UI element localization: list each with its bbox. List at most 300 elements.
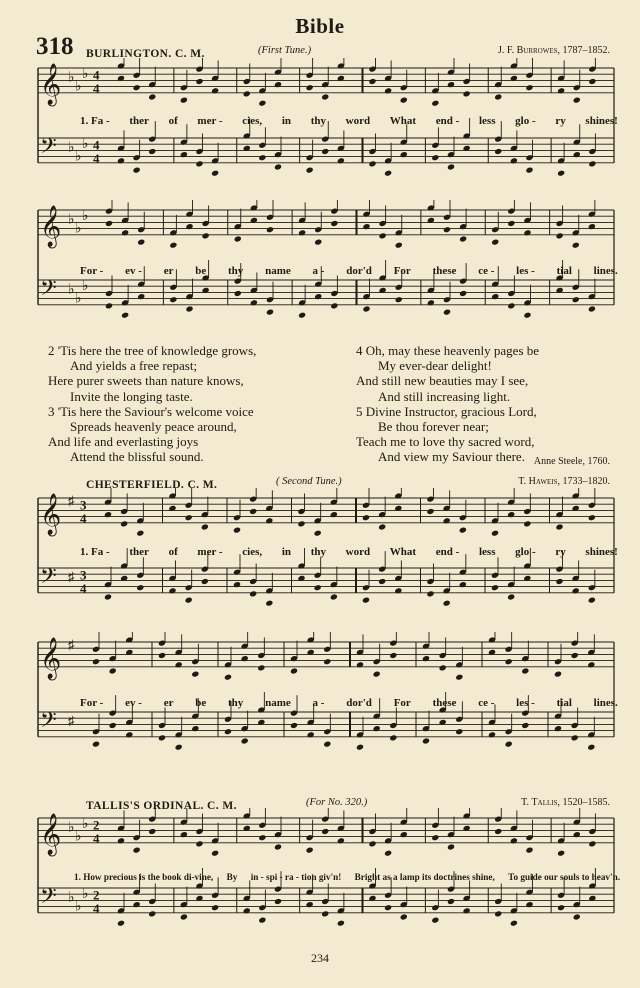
note-head xyxy=(233,527,241,534)
note-head xyxy=(233,581,241,588)
note-head xyxy=(494,148,502,155)
note-head xyxy=(557,170,565,177)
note-head xyxy=(234,290,242,297)
verses-left xyxy=(48,343,256,465)
tune-name: CHESTERFIELD. C. M. xyxy=(86,479,218,491)
sharp-icon: ♯ xyxy=(68,569,75,585)
note-head xyxy=(250,217,258,224)
note-head xyxy=(185,223,193,230)
note-head xyxy=(243,825,251,832)
sharp-icon: ♯ xyxy=(68,636,75,652)
note-head xyxy=(109,667,117,674)
note-head xyxy=(572,505,580,512)
composer-credit: T. Haweis, 1733–1820. xyxy=(518,476,610,487)
time-signature: 4 xyxy=(93,80,100,96)
note-head xyxy=(572,242,580,249)
note-head xyxy=(431,834,439,841)
note-head xyxy=(265,517,273,524)
verse-line: And life and everlasting joys xyxy=(48,434,199,450)
note-head xyxy=(148,828,156,835)
note-head xyxy=(337,920,345,927)
note-head xyxy=(494,828,502,835)
lyric-syllable: in - spi - ra - tion giv'n! xyxy=(250,872,342,882)
note-head xyxy=(180,913,188,920)
note-head xyxy=(525,167,533,174)
note-head xyxy=(180,151,188,158)
note-head xyxy=(290,722,298,729)
note-head xyxy=(400,151,408,158)
note-head xyxy=(195,840,203,847)
note-head xyxy=(137,293,145,300)
lyric-syllable: les - xyxy=(516,697,535,709)
tune-note: (For No. 320.) xyxy=(306,797,368,808)
note-head xyxy=(258,834,266,841)
note-head xyxy=(400,97,408,104)
note-head xyxy=(439,664,447,671)
note-head xyxy=(266,226,274,233)
note-head xyxy=(447,81,455,88)
page-number: 234 xyxy=(311,951,329,965)
note-head xyxy=(494,93,502,100)
note-head xyxy=(306,901,314,908)
note-head xyxy=(250,299,258,306)
lyric-syllable: a - xyxy=(312,265,325,277)
flat-icon: ♭ xyxy=(75,79,82,95)
lyric-syllable: these xyxy=(432,265,457,277)
tune-note: ( Second Tune.) xyxy=(276,476,342,487)
time-signature: 2 xyxy=(93,887,100,903)
note-head xyxy=(274,163,282,170)
note-head xyxy=(362,305,370,312)
lyric-syllable: glo - xyxy=(515,115,536,127)
note-head xyxy=(384,904,392,911)
verse-line: And still new beauties may I see, xyxy=(356,373,529,389)
bass-clef-icon: 𝄢 xyxy=(40,134,57,164)
note-head xyxy=(439,719,447,726)
note-head xyxy=(133,167,141,174)
lyric-syllable: word xyxy=(345,546,371,558)
note-head xyxy=(202,287,210,294)
time-signature: 4 xyxy=(93,150,100,166)
sharp-icon: ♯ xyxy=(68,492,75,508)
flat-icon: ♭ xyxy=(75,899,82,915)
note-head xyxy=(297,575,305,582)
note-head xyxy=(307,731,315,738)
lyric-syllable: mer - xyxy=(197,115,223,127)
note-head xyxy=(588,597,596,604)
note-head xyxy=(314,239,322,246)
verse-line: 5 Divine Instructor, gracious Lord, xyxy=(356,403,537,419)
note-head xyxy=(290,667,298,674)
lyric-syllable: er xyxy=(163,697,174,709)
note-head xyxy=(384,87,392,94)
note-head xyxy=(258,154,266,161)
lyric-syllable: word xyxy=(345,115,371,127)
note-head xyxy=(211,850,219,857)
note-head xyxy=(191,725,199,732)
note-head xyxy=(211,87,219,94)
note-head xyxy=(133,847,141,854)
note-head xyxy=(306,84,314,91)
note-head xyxy=(117,75,125,82)
tune-name: TALLIS'S ORDINAL. C. M. xyxy=(86,800,237,812)
lyric-syllable: What xyxy=(389,115,417,127)
verse-line: Be thou forever near; xyxy=(378,419,489,435)
note-head xyxy=(459,581,467,588)
note-head xyxy=(427,299,435,306)
lyric-syllable: shines! xyxy=(585,115,618,127)
note-head xyxy=(384,170,392,177)
note-head xyxy=(321,828,329,835)
note-head xyxy=(573,831,581,838)
note-head xyxy=(463,145,471,152)
note-head xyxy=(525,84,533,91)
note-head xyxy=(521,722,529,729)
lyric-syllable: end - xyxy=(435,546,460,558)
lyric-syllable: end - xyxy=(435,115,460,127)
treble-staff xyxy=(38,488,614,537)
flat-icon: ♭ xyxy=(82,887,89,903)
note-head xyxy=(378,523,386,530)
lyric-syllable: cies, xyxy=(242,115,263,127)
lyric-syllable: 1. Fa - xyxy=(80,546,110,558)
note-head xyxy=(169,296,177,303)
note-head xyxy=(523,520,531,527)
verse-line: And still increasing light. xyxy=(378,388,511,404)
note-head xyxy=(158,652,166,659)
note-head xyxy=(314,293,322,300)
verse-line: 3 'Tis here the Saviour's welcome voice xyxy=(48,403,254,419)
note-head xyxy=(168,505,176,512)
lyric-syllable: ry xyxy=(555,546,566,558)
note-head xyxy=(274,898,282,905)
note-head xyxy=(185,597,193,604)
lyric-syllable: ce - xyxy=(478,265,495,277)
lyrics-line xyxy=(74,872,620,882)
note-head xyxy=(459,527,467,534)
time-signature: 4 xyxy=(93,830,100,846)
note-head xyxy=(573,97,581,104)
note-head xyxy=(588,514,596,521)
verse-line: Spreads heavenly peace around, xyxy=(70,419,237,435)
note-head xyxy=(588,840,596,847)
note-head xyxy=(362,597,370,604)
treble-clef-icon: 𝄞 xyxy=(40,638,62,679)
note-head xyxy=(491,584,499,591)
time-signature: 4 xyxy=(80,510,87,526)
note-head xyxy=(525,901,533,908)
note-head xyxy=(447,898,455,905)
note-head xyxy=(257,719,265,726)
note-head xyxy=(105,302,113,309)
note-head xyxy=(443,517,451,524)
note-head xyxy=(158,734,166,741)
note-head xyxy=(494,910,502,917)
note-head xyxy=(337,837,345,844)
note-head xyxy=(306,167,314,174)
note-head xyxy=(394,505,402,512)
note-head xyxy=(121,312,129,319)
note-head xyxy=(378,578,386,585)
note-head xyxy=(92,658,100,665)
note-head xyxy=(241,655,249,662)
note-head xyxy=(258,917,266,924)
lyric-syllable: Bright as a lamp its doctrines shine, xyxy=(354,872,495,882)
note-head xyxy=(573,913,581,920)
note-head xyxy=(211,904,219,911)
treble-staff xyxy=(38,808,614,857)
flat-icon: ♭ xyxy=(68,282,75,298)
note-head xyxy=(185,305,193,312)
note-head xyxy=(323,658,331,665)
verse-line: My ever-dear delight! xyxy=(378,358,492,374)
note-head xyxy=(554,725,562,732)
note-head xyxy=(241,737,249,744)
note-head xyxy=(379,232,387,239)
note-head xyxy=(507,593,515,600)
hymn-number: 318 xyxy=(36,33,74,60)
note-head xyxy=(117,837,125,844)
note-head xyxy=(455,674,463,681)
note-head xyxy=(395,296,403,303)
note-head xyxy=(104,511,112,518)
lyric-syllable: By xyxy=(226,872,238,882)
note-head xyxy=(510,157,518,164)
lyric-syllable: thy xyxy=(310,546,326,558)
note-head xyxy=(427,217,435,224)
note-head xyxy=(588,305,596,312)
flat-icon: ♭ xyxy=(82,279,89,295)
note-head xyxy=(266,309,274,316)
note-head xyxy=(136,584,144,591)
lyric-syllable: these xyxy=(432,697,457,709)
note-head xyxy=(463,907,471,914)
note-head xyxy=(368,895,376,902)
note-head xyxy=(389,652,397,659)
treble-clef-icon: 𝄞 xyxy=(40,64,62,105)
flat-icon: ♭ xyxy=(82,137,89,153)
note-head xyxy=(379,287,387,294)
lyric-syllable: ce - xyxy=(478,697,495,709)
note-head xyxy=(323,741,331,748)
note-head xyxy=(211,170,219,177)
lyric-syllable: of xyxy=(168,115,178,127)
note-head xyxy=(243,145,251,152)
lyric-syllable: less xyxy=(478,115,496,127)
lyric-syllable: 1. How precious is the book di-vine, xyxy=(74,872,214,882)
note-head xyxy=(505,658,513,665)
note-head xyxy=(571,652,579,659)
note-head xyxy=(234,235,242,242)
note-head xyxy=(314,530,322,537)
note-head xyxy=(175,744,183,751)
note-head xyxy=(523,229,531,236)
note-head xyxy=(488,649,496,656)
lyric-syllable: lines. xyxy=(593,697,618,709)
time-signature: 3 xyxy=(80,497,87,513)
note-head xyxy=(400,831,408,838)
note-head xyxy=(169,242,177,249)
note-head xyxy=(447,843,455,850)
note-head xyxy=(180,831,188,838)
note-head xyxy=(133,84,141,91)
verse-line: Here purer sweets than nature knows, xyxy=(48,373,244,389)
verse-line: And view my Saviour there. xyxy=(378,449,525,465)
note-head xyxy=(314,584,322,591)
lyric-syllable: name xyxy=(265,265,291,277)
time-signature: 4 xyxy=(93,67,100,83)
note-head xyxy=(125,649,133,656)
note-head xyxy=(362,514,370,521)
note-head xyxy=(148,910,156,917)
time-signature: 2 xyxy=(93,817,100,833)
note-head xyxy=(521,667,529,674)
note-head xyxy=(180,97,188,104)
note-head xyxy=(125,731,133,738)
lyric-syllable: shines! xyxy=(585,546,618,558)
note-head xyxy=(510,837,518,844)
flat-icon: ♭ xyxy=(68,212,75,228)
note-head xyxy=(330,593,338,600)
note-head xyxy=(463,90,471,97)
bass-clef-icon: 𝄢 xyxy=(40,276,57,306)
note-head xyxy=(443,600,451,607)
note-head xyxy=(195,895,203,902)
treble-clef-icon: 𝄞 xyxy=(40,814,62,855)
note-head xyxy=(443,309,451,316)
verses-right xyxy=(356,343,539,465)
note-head xyxy=(587,744,595,751)
lyric-syllable: les - xyxy=(516,265,535,277)
verse-line: And yields a free repast; xyxy=(70,358,198,374)
lyric-syllable: in xyxy=(281,546,291,558)
note-head xyxy=(117,920,125,927)
note-head xyxy=(297,520,305,527)
lyric-syllable: of xyxy=(168,546,178,558)
note-head xyxy=(507,220,515,227)
note-head xyxy=(422,737,430,744)
lyric-syllable: in xyxy=(281,115,291,127)
note-head xyxy=(298,312,306,319)
note-head xyxy=(191,671,199,678)
note-head xyxy=(306,847,314,854)
note-head xyxy=(426,590,434,597)
note-head xyxy=(507,302,515,309)
note-head xyxy=(395,242,403,249)
note-head xyxy=(557,850,565,857)
note-head xyxy=(384,850,392,857)
note-head xyxy=(507,511,515,518)
note-head xyxy=(330,302,338,309)
note-head xyxy=(257,664,265,671)
note-head xyxy=(175,661,183,668)
note-head xyxy=(373,725,381,732)
lyrics-line xyxy=(80,697,618,709)
note-head xyxy=(92,741,100,748)
note-head xyxy=(426,508,434,515)
note-head xyxy=(109,722,117,729)
note-head xyxy=(117,157,125,164)
note-head xyxy=(148,93,156,100)
flat-icon: ♭ xyxy=(68,140,75,156)
verse-line: Teach me to love thy sacred word, xyxy=(356,434,535,450)
note-head xyxy=(459,290,467,297)
note-head xyxy=(202,232,210,239)
note-head xyxy=(356,744,364,751)
note-head xyxy=(258,100,266,107)
note-head xyxy=(274,843,282,850)
note-head xyxy=(389,734,397,741)
note-head xyxy=(249,508,257,515)
note-head xyxy=(168,587,176,594)
flat-icon: ♭ xyxy=(68,820,75,836)
note-head xyxy=(572,587,580,594)
note-head xyxy=(373,671,381,678)
verse-line: Invite the longing taste. xyxy=(70,388,193,404)
note-head xyxy=(556,287,564,294)
note-head xyxy=(491,293,499,300)
flat-icon: ♭ xyxy=(68,70,75,86)
note-head xyxy=(120,575,128,582)
note-head xyxy=(337,75,345,82)
lyric-syllable: thy xyxy=(228,697,244,709)
tune-note: (First Tune.) xyxy=(258,45,312,56)
lyric-syllable: For xyxy=(393,697,411,709)
lyric-syllable: glo - xyxy=(515,546,536,558)
note-head xyxy=(121,229,129,236)
note-head xyxy=(587,661,595,668)
note-head xyxy=(243,907,251,914)
lyric-syllable: To guide our souls to heav'n. xyxy=(508,872,620,882)
note-head xyxy=(431,100,439,107)
verse-line: 2 'Tis here the tree of knowledge grows, xyxy=(48,343,257,358)
note-head xyxy=(362,223,370,230)
note-head xyxy=(368,840,376,847)
note-head xyxy=(265,600,273,607)
lyric-syllable: lines. xyxy=(593,265,618,277)
lyric-syllable: ther xyxy=(129,115,149,127)
note-head xyxy=(510,75,518,82)
composer-credit: T. Tallis, 1520–1585. xyxy=(521,797,610,808)
note-head xyxy=(422,655,430,662)
lyric-syllable: tial xyxy=(556,265,572,277)
lyric-syllable: thy xyxy=(228,265,244,277)
lyric-syllable: thy xyxy=(310,115,326,127)
verse-line: Attend the blissful sound. xyxy=(70,449,204,465)
lyric-syllable: cies, xyxy=(242,546,263,558)
treble-staff xyxy=(38,58,614,107)
note-head xyxy=(523,312,531,319)
time-signature: 3 xyxy=(80,567,87,583)
note-head xyxy=(148,148,156,155)
note-head xyxy=(321,148,329,155)
note-head xyxy=(556,232,564,239)
lyric-syllable: a - xyxy=(312,697,325,709)
note-head xyxy=(525,847,533,854)
treble-staff xyxy=(38,632,614,681)
note-head xyxy=(224,728,232,735)
lyric-syllable: For xyxy=(393,265,411,277)
note-head xyxy=(523,575,531,582)
note-head xyxy=(356,661,364,668)
flat-icon: ♭ xyxy=(82,817,89,833)
lyric-syllable: dor'd xyxy=(346,697,372,709)
note-head xyxy=(104,593,112,600)
treble-staff xyxy=(38,200,614,249)
lyric-syllable: dor'd xyxy=(346,265,372,277)
bass-clef-icon: 𝄢 xyxy=(40,708,57,738)
bass-clef-icon: 𝄢 xyxy=(40,564,57,594)
